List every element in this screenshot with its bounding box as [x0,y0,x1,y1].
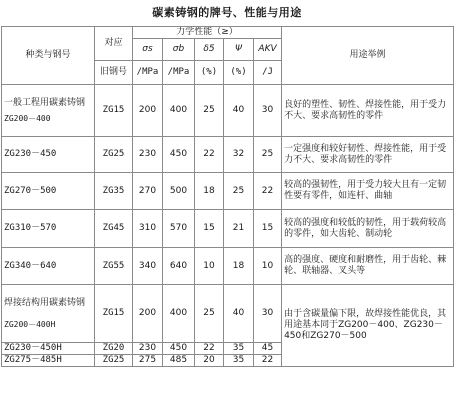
header-row-1 [2,27,454,39]
header-type-grade: 种类与钢号 [2,27,95,85]
old-grade: ZG15 [95,285,133,343]
old-grade: ZG25 [95,137,133,173]
steel-grade: ZG275－485H [2,355,95,367]
sigma-b-value: 485 [163,355,195,367]
sigma-b-value: 570 [163,210,195,248]
usage-text: 较高的强度和较低的韧性，用于载荷较高的零件，如大齿轮、制动轮 [282,210,454,248]
header-akv-unit: /J [254,61,282,85]
usage-text: 较高的强韧性，用于受力较大且有一定韧性要有零件，如连杆、曲轴 [282,173,454,210]
header-psi-unit: (%) [224,61,254,85]
steel-type-label: 一般工程用碳素铸钢 [4,97,86,108]
akv-value: 15 [254,210,282,248]
sigma-b-value: 400 [163,85,195,137]
psi-value: 35 [224,343,254,355]
header-sigma-b-unit: /MPa [163,61,195,85]
header-usage: 用途举例 [282,27,454,85]
sigma-s-value: 270 [133,173,163,210]
header-mech-props: 力学性能（≥） [133,27,282,39]
steel-grade: ZG230－450H [2,343,95,355]
delta5-value: 20 [195,355,224,367]
sigma-s-value: 200 [133,285,163,343]
delta5-value: 18 [195,173,224,210]
old-grade: ZG25 [95,355,133,367]
delta5-value: 25 [195,285,224,343]
delta5-value: 15 [195,210,224,248]
sigma-s-value: 230 [133,137,163,173]
sigma-b-value: 640 [163,248,195,285]
akv-value: 45 [254,343,282,355]
sigma-b-value: 450 [163,343,195,355]
old-grade: ZG35 [95,173,133,210]
old-grade: ZG20 [95,343,133,355]
steel-type-label: 焊接结构用碳素铸钢 [4,297,86,308]
akv-value: 10 [254,248,282,285]
steel-grade: ZG340－640 [2,248,95,285]
header-sigma-s: σs [133,39,163,61]
header-sigma-b: σb [163,39,195,61]
table-row [2,210,454,248]
delta5-value: 22 [195,343,224,355]
akv-value: 30 [254,285,282,343]
old-grade: ZG15 [95,85,133,137]
steel-properties-table [1,26,454,367]
delta5-value: 22 [195,137,224,173]
header-sigma-s-unit: /MPa [133,61,163,85]
psi-value: 40 [224,285,254,343]
table-row [2,137,454,173]
akv-value: 25 [254,137,282,173]
sigma-s-value: 340 [133,248,163,285]
header-old-grade-line2: 旧钢号 [95,61,133,85]
akv-value: 22 [254,355,282,367]
psi-value: 25 [224,173,254,210]
header-delta5: δ5 [195,39,224,61]
steel-grade: ZG230－450 [2,137,95,173]
psi-value: 18 [224,248,254,285]
steel-grade: ZG200－400 [4,113,51,123]
psi-value: 32 [224,137,254,173]
sigma-b-value: 400 [163,285,195,343]
steel-grade: ZG200－400H [4,319,56,329]
table-row [2,248,454,285]
sigma-b-value: 450 [163,137,195,173]
old-grade: ZG45 [95,210,133,248]
old-grade: ZG55 [95,248,133,285]
steel-grade: ZG310－570 [2,210,95,248]
usage-text: 高的强度、硬度和耐磨性，用于齿轮、棘轮、联轴器、叉头等 [282,248,454,285]
table-row [2,285,454,343]
psi-value: 35 [224,355,254,367]
usage-text: 一定强度和较好韧性、焊接性能，用于受力不大、要求高韧性的零件 [282,137,454,173]
delta5-value: 10 [195,248,224,285]
table-row [2,85,454,137]
akv-value: 22 [254,173,282,210]
delta5-value: 25 [195,85,224,137]
akv-value: 30 [254,85,282,137]
sigma-s-value: 200 [133,85,163,137]
usage-text: 由于含碳量偏下限，故焊接性能优良，其用途基本同于ZG200－400、ZG230－450和ZG270－500 [282,285,454,367]
psi-value: 40 [224,85,254,137]
table-row [2,173,454,210]
sigma-s-value: 230 [133,343,163,355]
type-grade-cell [2,85,95,137]
sigma-s-value: 275 [133,355,163,367]
page-title: 碳素铸钢的牌号、性能与用途 [152,6,302,19]
header-old-grade-line1: 对应 [95,27,133,61]
header-akv: AKV [254,39,282,61]
sigma-s-value: 310 [133,210,163,248]
usage-text: 良好的塑性、韧性、焊接性能，用于受力不大、要求高韧性的零件 [282,85,454,137]
header-delta5-unit: (%) [195,61,224,85]
steel-grade: ZG270－500 [2,173,95,210]
sigma-b-value: 500 [163,173,195,210]
header-psi: Ψ [224,39,254,61]
psi-value: 21 [224,210,254,248]
type-grade-cell [2,285,95,343]
